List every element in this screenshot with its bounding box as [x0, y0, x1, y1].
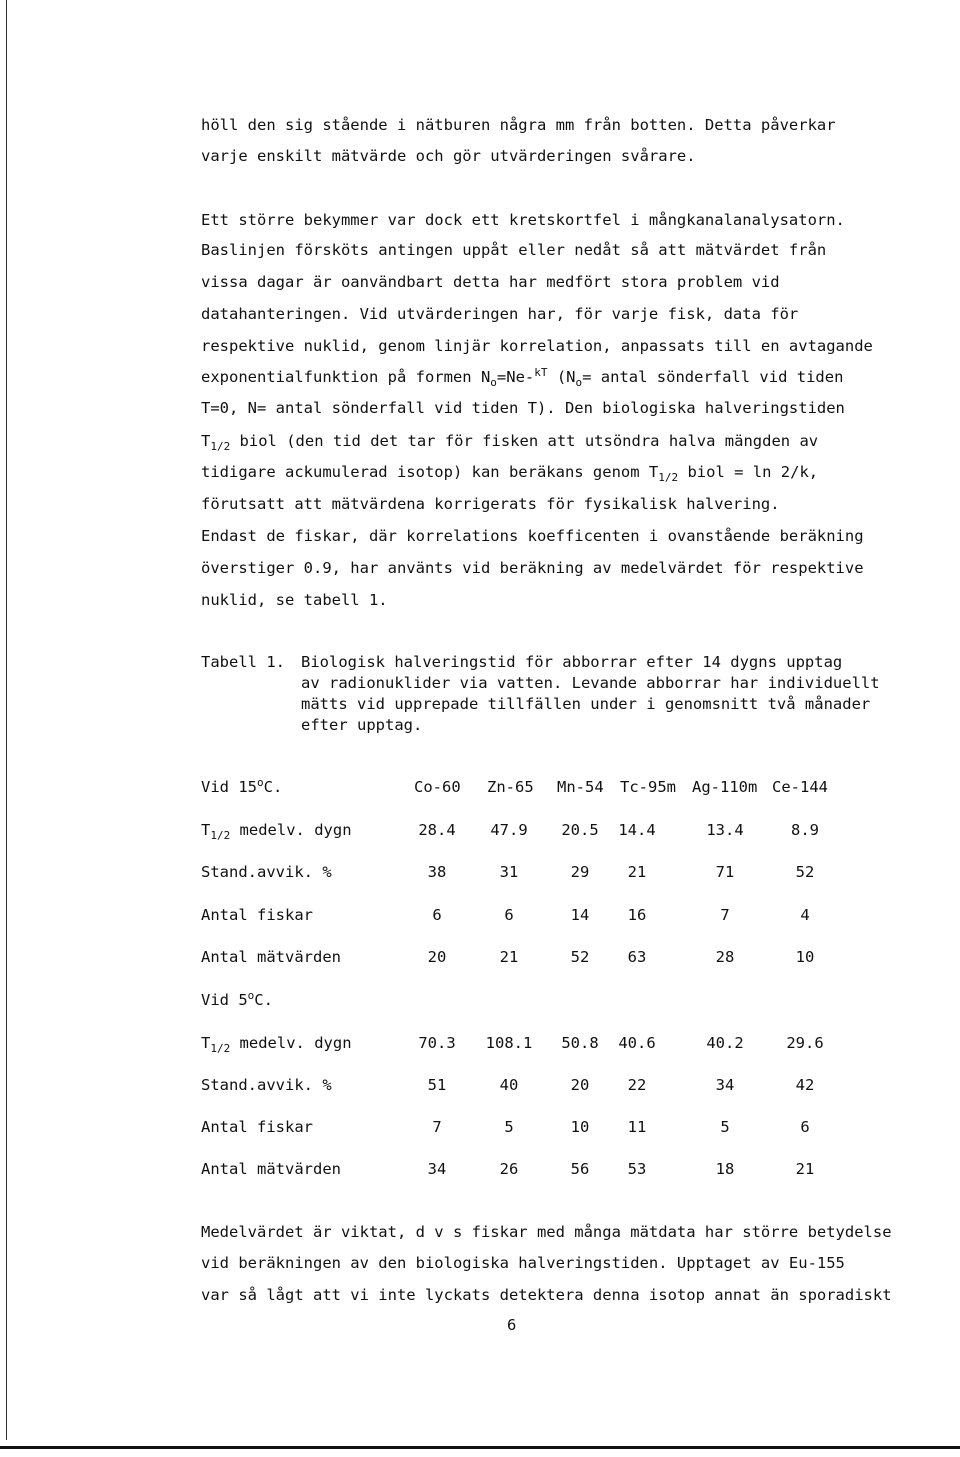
- table-cell: 14: [570, 906, 590, 924]
- table-cell: 38: [427, 863, 447, 881]
- halftime-formula-line: tidigare ackumulerad isotop) kan beräkans genom $T_{1/2}$ biol = ln 2/k,: [201, 463, 819, 484]
- table-cell: 40.6: [618, 1034, 656, 1052]
- text-line: Ett större bekymmer var dock ett kretskortfel i mångkanalanalysatorn.: [201, 211, 845, 229]
- group-label-5c: Vid 5$^o$C.: [201, 989, 273, 1009]
- table-cell: 56: [570, 1160, 590, 1178]
- table-cell: 28.4: [418, 821, 456, 839]
- text-line: förutsatt att mätvärdena korrigerats för fysikalisk halvering.: [201, 495, 780, 513]
- table-cell: 10: [795, 948, 815, 966]
- table-cell: 28: [715, 948, 735, 966]
- row-label-std: Stand.avvik. %: [201, 1076, 332, 1094]
- table-cell: 21: [627, 863, 647, 881]
- table-cell: 53: [627, 1160, 647, 1178]
- table-cell: 31: [499, 863, 519, 881]
- text-line: överstiger 0.9, har använts vid beräkning av medelvärdet för respektive: [201, 559, 864, 577]
- text-line: Baslinjen försköts antingen uppåt eller nedåt så att mätvärdet från: [201, 241, 827, 259]
- column-header: Ag-110m: [692, 778, 758, 796]
- table-caption-line: av radionuklider via vatten. Levande abborrar har individuellt: [301, 674, 880, 692]
- row-label-fish: Antal fiskar: [201, 1118, 313, 1136]
- table-cell: 52: [570, 948, 590, 966]
- table-cell: 20: [427, 948, 447, 966]
- table-cell: 11: [627, 1118, 647, 1136]
- table-cell: 20.5: [561, 821, 599, 839]
- halftime-line: $T_{1/2}$ biol (den tid det tar för fisken att utsöndra halva mängden av: [201, 432, 819, 453]
- table-cell: 47.9: [490, 821, 528, 839]
- scan-edge-line: [6, 0, 7, 1440]
- table-cell: 21: [499, 948, 519, 966]
- table-cell: 26: [499, 1160, 519, 1178]
- table-cell: 16: [627, 906, 647, 924]
- table-cell: 40.2: [706, 1034, 744, 1052]
- formula-line: exponentialfunktion på formen $N_o=Ne-^{kT}$ ($N_o=$ antal sönderfall vid tiden: [201, 366, 844, 389]
- table-cell: 42: [795, 1076, 815, 1094]
- table-cell: 4: [800, 906, 810, 924]
- table-cell: 6: [432, 906, 442, 924]
- table-cell: 29: [570, 863, 590, 881]
- table-cell: 34: [715, 1076, 735, 1094]
- text-line: datahanteringen. Vid utvärderingen har, för varje fisk, data för: [201, 305, 799, 323]
- bottom-rule: [0, 1446, 960, 1449]
- table-cell: 13.4: [706, 821, 744, 839]
- text-line: respektive nuklid, genom linjär korrelation, anpassats till en avtagande: [201, 337, 873, 355]
- table-cell: 5: [720, 1118, 730, 1136]
- text-line: var så lågt att vi inte lyckats detektera denna isotop annat än sporadiskt: [201, 1286, 892, 1304]
- table-cell: 7: [432, 1118, 442, 1136]
- text-line: varje enskilt mätvärde och gör utvärderingen svårare.: [201, 147, 696, 165]
- text-line: nuklid, se tabell 1.: [201, 591, 388, 609]
- text-line: Endast de fiskar, där korrelations koefficenten i ovanstående beräkning: [201, 527, 864, 545]
- text-line: T=0, N= antal sönderfall vid tiden T). Den biologiska halveringstiden: [201, 399, 845, 417]
- table-caption-label: Tabell 1.: [201, 653, 285, 671]
- table-cell: 108.1: [485, 1034, 533, 1052]
- column-header: Ce-144: [772, 778, 828, 796]
- column-header: Tc-95m: [620, 778, 676, 796]
- row-label-std: Stand.avvik. %: [201, 863, 332, 881]
- table-cell: 7: [720, 906, 730, 924]
- text-line: vissa dagar är oanvändbart detta har medfört stora problem vid: [201, 273, 780, 291]
- table-cell: 10: [570, 1118, 590, 1136]
- table-cell: 6: [800, 1118, 810, 1136]
- table-cell: 6: [504, 906, 514, 924]
- row-label-measurements: Antal mätvärden: [201, 1160, 341, 1178]
- table-cell: 20: [570, 1076, 590, 1094]
- table-cell: 70.3: [418, 1034, 456, 1052]
- table-caption-line: efter upptag.: [301, 716, 423, 734]
- table-cell: 21: [795, 1160, 815, 1178]
- table-cell: 50.8: [561, 1034, 599, 1052]
- table-caption-line: mätts vid upprepade tillfällen under i genomsnitt två månader: [301, 695, 871, 713]
- row-label-halftime: $T_{1/2}$ medelv. dygn: [201, 821, 352, 842]
- group-label-15c: Vid 15$^o$C.: [201, 776, 283, 796]
- column-header: Co-60: [414, 778, 461, 796]
- table-caption-line: Biologisk halveringstid för abborrar efter 14 dygns upptag: [301, 653, 843, 671]
- table-cell: 71: [715, 863, 735, 881]
- row-label-fish: Antal fiskar: [201, 906, 313, 924]
- table-cell: 51: [427, 1076, 447, 1094]
- table-cell: 63: [627, 948, 647, 966]
- table-cell: 52: [795, 863, 815, 881]
- table-cell: 14.4: [618, 821, 656, 839]
- text-line: höll den sig stående i nätburen några mm från botten. Detta påverkar: [201, 116, 836, 134]
- column-header: Mn-54: [557, 778, 604, 796]
- row-label-measurements: Antal mätvärden: [201, 948, 341, 966]
- table-cell: 29.6: [786, 1034, 824, 1052]
- table-cell: 40: [499, 1076, 519, 1094]
- text-line: vid beräkningen av den biologiska halveringstiden. Upptaget av Eu-155: [201, 1254, 845, 1272]
- table-cell: 5: [504, 1118, 514, 1136]
- table-cell: 18: [715, 1160, 735, 1178]
- table-cell: 22: [627, 1076, 647, 1094]
- row-label-halftime: $T_{1/2}$ medelv. dygn: [201, 1034, 352, 1055]
- page-number: 6: [507, 1316, 517, 1334]
- table-cell: 8.9: [791, 821, 819, 839]
- column-header: Zn-65: [487, 778, 534, 796]
- text-line: Medelvärdet är viktat, d v s fiskar med många mätdata har större betydelse: [201, 1223, 892, 1241]
- table-cell: 34: [427, 1160, 447, 1178]
